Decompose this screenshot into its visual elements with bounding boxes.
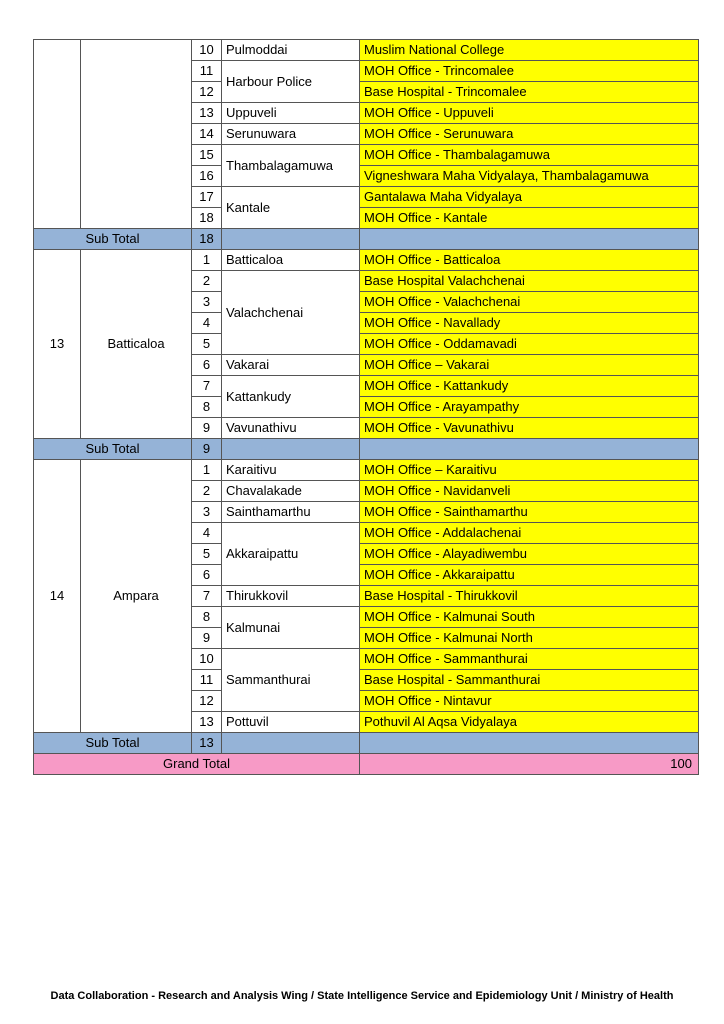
vaccination-site: Muslim National College: [360, 40, 699, 61]
subtotal-value: 18: [192, 229, 222, 250]
serial-number: 1: [192, 460, 222, 481]
vaccination-site: Base Hospital - Sammanthurai: [360, 670, 699, 691]
moh-area: Pottuvil: [222, 712, 360, 733]
serial-number: 2: [192, 271, 222, 292]
vaccination-site: MOH Office - Thambalagamuwa: [360, 145, 699, 166]
subtotal-row: [34, 229, 699, 250]
serial-number: 7: [192, 586, 222, 607]
serial-number: 12: [192, 691, 222, 712]
serial-number: 5: [192, 544, 222, 565]
vaccination-site: MOH Office - Uppuveli: [360, 103, 699, 124]
vaccination-site: Base Hospital - Trincomalee: [360, 82, 699, 103]
vaccination-site: MOH Office - Navidanveli: [360, 481, 699, 502]
subtotal-label: Sub Total: [34, 733, 192, 754]
serial-number: 6: [192, 565, 222, 586]
district-name: Batticaloa: [81, 250, 192, 439]
vaccination-site: MOH Office - Akkaraipattu: [360, 565, 699, 586]
serial-number: 2: [192, 481, 222, 502]
serial-number: 11: [192, 61, 222, 82]
subtotal-row: [34, 733, 699, 754]
serial-number: 11: [192, 670, 222, 691]
serial-number: 9: [192, 418, 222, 439]
table-row: [34, 250, 699, 271]
serial-number: 6: [192, 355, 222, 376]
subtotal-empty: [360, 733, 699, 754]
serial-number: 12: [192, 82, 222, 103]
serial-number: 17: [192, 187, 222, 208]
moh-area: Kantale: [222, 187, 360, 229]
subtotal-label: Sub Total: [34, 229, 192, 250]
serial-number: 4: [192, 313, 222, 334]
district-name: Ampara: [81, 460, 192, 733]
district-number: 14: [34, 460, 81, 733]
page-footer: Data Collaboration - Research and Analysis Wing / State Intelligence Service and Epidemiology Unit / Ministry of Health: [50, 990, 674, 1002]
moh-area: Akkaraipattu: [222, 523, 360, 586]
subtotal-label: Sub Total: [34, 439, 192, 460]
district-name: [81, 40, 192, 229]
vaccination-site: MOH Office - Sainthamarthu: [360, 502, 699, 523]
serial-number: 10: [192, 649, 222, 670]
serial-number: 18: [192, 208, 222, 229]
moh-area: Karaitivu: [222, 460, 360, 481]
serial-number: 4: [192, 523, 222, 544]
district-number: [34, 40, 81, 229]
serial-number: 3: [192, 502, 222, 523]
vaccination-site: MOH Office - Valachchenai: [360, 292, 699, 313]
vaccination-site: MOH Office - Serunuwara: [360, 124, 699, 145]
vaccination-site: Base Hospital - Thirukkovil: [360, 586, 699, 607]
vaccination-site: MOH Office - Alayadiwembu: [360, 544, 699, 565]
vaccination-site: MOH Office - Kattankudy: [360, 376, 699, 397]
vaccination-site: MOH Office – Vakarai: [360, 355, 699, 376]
subtotal-empty: [222, 439, 360, 460]
serial-number: 5: [192, 334, 222, 355]
subtotal-row: [34, 439, 699, 460]
vaccination-site: MOH Office - Kalmunai North: [360, 628, 699, 649]
subtotal-empty: [222, 733, 360, 754]
moh-area: Harbour Police: [222, 61, 360, 103]
district-number: 13: [34, 250, 81, 439]
serial-number: 10: [192, 40, 222, 61]
grand-total-label: Grand Total: [34, 754, 360, 775]
moh-area: Kattankudy: [222, 376, 360, 418]
moh-area: Thambalagamuwa: [222, 145, 360, 187]
moh-area: Batticaloa: [222, 250, 360, 271]
serial-number: 16: [192, 166, 222, 187]
serial-number: 14: [192, 124, 222, 145]
vaccination-site: Base Hospital Valachchenai: [360, 271, 699, 292]
vaccination-site: MOH Office - Addalachenai: [360, 523, 699, 544]
vaccination-site: MOH Office - Trincomalee: [360, 61, 699, 82]
moh-area: Sammanthurai: [222, 649, 360, 712]
moh-area: Uppuveli: [222, 103, 360, 124]
vaccination-site: Gantalawa Maha Vidyalaya: [360, 187, 699, 208]
vaccination-site: MOH Office - Oddamavadi: [360, 334, 699, 355]
subtotal-value: 9: [192, 439, 222, 460]
vaccination-centers-table: [33, 39, 699, 775]
vaccination-site: MOH Office - Kalmunai South: [360, 607, 699, 628]
vaccination-site: MOH Office - Batticaloa: [360, 250, 699, 271]
moh-area: Valachchenai: [222, 271, 360, 355]
vaccination-site: Vigneshwara Maha Vidyalaya, Thambalagamuwa: [360, 166, 699, 187]
vaccination-site: MOH Office - Nintavur: [360, 691, 699, 712]
serial-number: 15: [192, 145, 222, 166]
moh-area: Vavunathivu: [222, 418, 360, 439]
subtotal-value: 13: [192, 733, 222, 754]
serial-number: 1: [192, 250, 222, 271]
moh-area: Thirukkovil: [222, 586, 360, 607]
serial-number: 7: [192, 376, 222, 397]
serial-number: 9: [192, 628, 222, 649]
vaccination-site: MOH Office - Sammanthurai: [360, 649, 699, 670]
moh-area: Vakarai: [222, 355, 360, 376]
moh-area: Sainthamarthu: [222, 502, 360, 523]
vaccination-site: MOH Office – Karaitivu: [360, 460, 699, 481]
vaccination-site: MOH Office - Navallady: [360, 313, 699, 334]
vaccination-site: MOH Office - Arayampathy: [360, 397, 699, 418]
vaccination-site: MOH Office - Vavunathivu: [360, 418, 699, 439]
serial-number: 8: [192, 397, 222, 418]
grand-total-value: 100: [360, 754, 699, 775]
serial-number: 13: [192, 712, 222, 733]
subtotal-empty: [360, 229, 699, 250]
moh-area: Pulmoddai: [222, 40, 360, 61]
moh-area: Chavalakade: [222, 481, 360, 502]
subtotal-empty: [222, 229, 360, 250]
table-row: [34, 460, 699, 481]
serial-number: 8: [192, 607, 222, 628]
serial-number: 3: [192, 292, 222, 313]
serial-number: 13: [192, 103, 222, 124]
moh-area: Kalmunai: [222, 607, 360, 649]
vaccination-site: Pothuvil Al Aqsa Vidyalaya: [360, 712, 699, 733]
subtotal-empty: [360, 439, 699, 460]
vaccination-site: MOH Office - Kantale: [360, 208, 699, 229]
table-row: [34, 40, 699, 61]
grand-total-row: [34, 754, 699, 775]
moh-area: Serunuwara: [222, 124, 360, 145]
